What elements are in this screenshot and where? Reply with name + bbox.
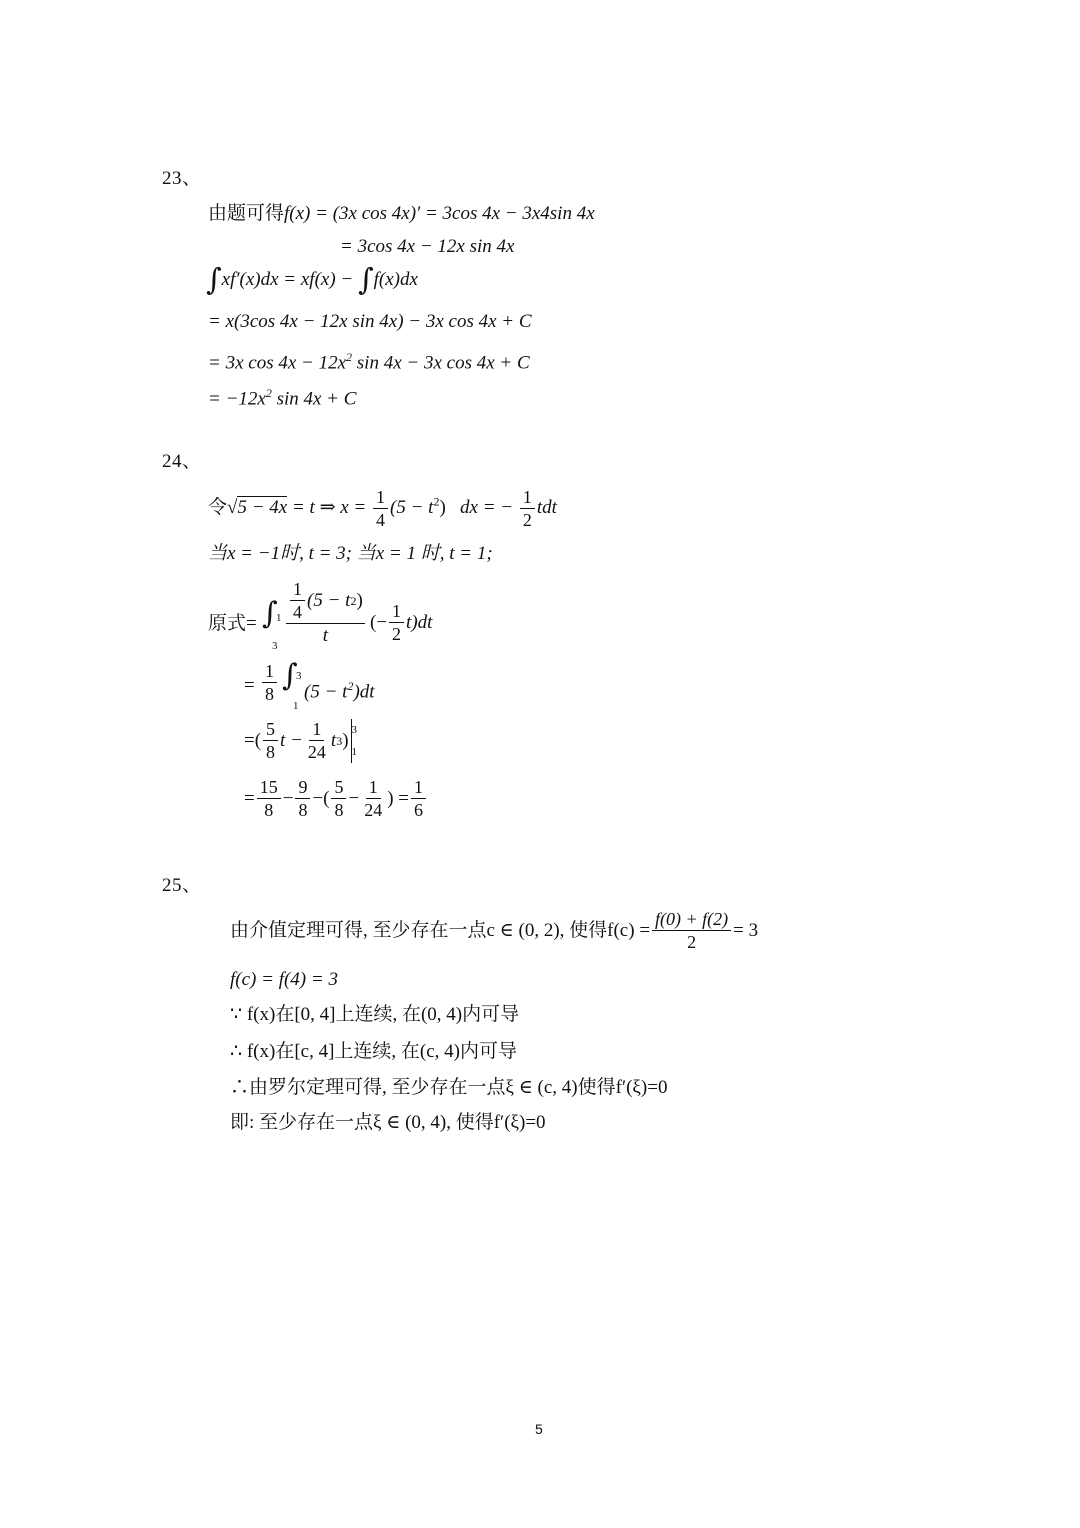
q24-line-1-after: (5 − t (390, 496, 434, 518)
q23-line-5-exponent: 2 (346, 350, 353, 364)
q25-line-4: ∴ f(x)在[c, 4]上连续, 在(c, 4)内可导 (230, 1041, 517, 1062)
integral-sign-icon: ∫ (282, 658, 298, 693)
q25-line-2: f(c) = f(4) = 3 (230, 969, 338, 990)
q24-radicand: 5 − 4x (237, 496, 288, 518)
q23-line-6-b: sin 4x + C (276, 388, 357, 410)
q24-line-1-prefix: 令 (208, 496, 228, 518)
q23-line-6-a: = −12x (208, 388, 266, 410)
q23-line-5-a: = 3x cos 4x − 12x (208, 352, 347, 374)
q23-line-5-b: sin 4x − 3x cos 4x + C (356, 352, 530, 374)
q23-line-1-prefix: 由题可得 (208, 203, 285, 224)
q24-line-5: =( $\frac{5}{8}$ t − $\frac{1}{24}$ t 3 ) 3 1 (244, 719, 358, 762)
q23-line-5 (208, 345, 530, 375)
q23-line-2: = 3cos 4x − 12x sin 4x (340, 236, 515, 257)
q23-line-3-b: f(x)dx (373, 269, 418, 290)
q24-line-3-prefix: 原式= (208, 613, 257, 634)
integral-sign-icon: ∫ (262, 596, 278, 631)
q24-line-1-mid: = t ⇒ x = (291, 496, 367, 518)
document-page: 23、 由题可得f(x) = (3x cos 4x)′ = 3cos 4x − 3x4sin 4x = 3cos 4x − 12x sin 4x ∫xf′(x)dx = xf(x) − ∫f(x)dx = x(3cos 4x − 12x sin 4x) − 3x cos 4x + C = 3x $\cos 4x - 12x^2$ sin 4x − 3x cos 4x + C = $-12x^2$ sin 4x + C 24、 令√5 − 4x = t ⇒ x = $\frac{1}{4}$ $(5 - t^2)$ dx = − $\frac{1}{2}$ tdt 当x = −1时, t = 3; 当x = 1 时, t = 1; 原式= ∫ 1 3 $\frac{1}{4}$ (5 − t 2 ) t (− $\frac{1}{2}$ t)dt = $\frac{1}{8}$ ∫ 3 1 $(5 - t^2)dt$ =( $\frac{5}{8}$ t − $\frac{1}{24}$ t 3 ) 3 1 = $\frac{15}{8}$ − $\frac{9}{8}$ −( $\frac{5}{8}$ − $\frac{1}{24}$ ) = $\frac{1}{6}$ 25、 由介值定理可得, 至少存在一点c ∈ (0, 2), 使得f(c) = $\frac{f(0) + f(2)}{2}$ = 3 f(c) = f(4) = 3 ∵ f(x)在[0, 4]上连续, 在(0, 4)内可导 ∴ f(x)在[c, 4]上连续, 在(c, 4)内可导 ∴由罗尔定理可得, 至少存在一点ξ ∈ (c, 4)使得f′(ξ)=0 即: 至少存在一点ξ ∈ (0, 4), 使得f′(ξ)=0 5 (0, 0, 1080, 1528)
compound-fraction: $\frac{1}{4}$ (5 − t 2 ) t (286, 578, 365, 648)
q25-line-1: 由介值定理可得, 至少存在一点c ∈ (0, 2), 使得f(c) = $\frac{f(0) + f(2)}{2}$ = 3 (230, 909, 759, 952)
q25-line-3: ∵ f(x)在[0, 4]上连续, 在(0, 4)内可导 (230, 1004, 520, 1025)
q24-dx: dx = − (460, 496, 514, 518)
question-23-number: 23、 (162, 168, 202, 189)
sqrt-icon: √ (227, 496, 238, 518)
q23-line-6-exponent: 2 (265, 386, 272, 400)
q23-line-3-a: xf′(x)dx = xf(x) − (221, 269, 354, 290)
q25-line-5: ∴由罗尔定理可得, 至少存在一点ξ ∈ (c, 4)使得f′(ξ)=0 (230, 1077, 668, 1098)
q23-line-3 (206, 262, 418, 298)
q24-line-1: 令√5 − 4x = t ⇒ x = $\frac{1}{4}$ $(5 - t^2)$ dx = − $\frac{1}{2}$ tdt (208, 487, 557, 530)
integral-sign-icon: ∫ (206, 262, 222, 298)
fraction: $\frac{1}{2}$ (520, 486, 535, 531)
integral-sign-icon: ∫ (357, 262, 374, 298)
q23-line-6 (208, 381, 356, 411)
q25-line-6: 即: 至少存在一点ξ ∈ (0, 4), 使得f′(ξ)=0 (230, 1112, 546, 1133)
question-25-number: 25、 (162, 875, 202, 896)
fraction: $\frac{1}{4}$ (373, 486, 388, 531)
q24-line-2: 当x = −1时, t = 3; 当x = 1 时, t = 1; (208, 543, 493, 564)
q23-line-1-expr: f(x) = (3x cos 4x)′ = 3cos 4x − 3x4sin 4x (284, 203, 595, 224)
q23-line-1 (208, 202, 595, 226)
question-24-number: 24、 (162, 451, 202, 472)
q25-line-1-a: 由介值定理可得, 至少存在一点c ∈ (0, 2), 使得f(c) = (230, 919, 651, 941)
q24-line-6: = $\frac{15}{8}$ − $\frac{9}{8}$ −( $\frac{5}{8}$ − $\frac{1}{24}$ ) = $\frac{1}{6}$ (244, 776, 428, 828)
q23-line-4: = x(3cos 4x − 12x sin 4x) − 3x cos 4x + C (208, 311, 532, 332)
page-number: 5 (535, 1421, 543, 1437)
